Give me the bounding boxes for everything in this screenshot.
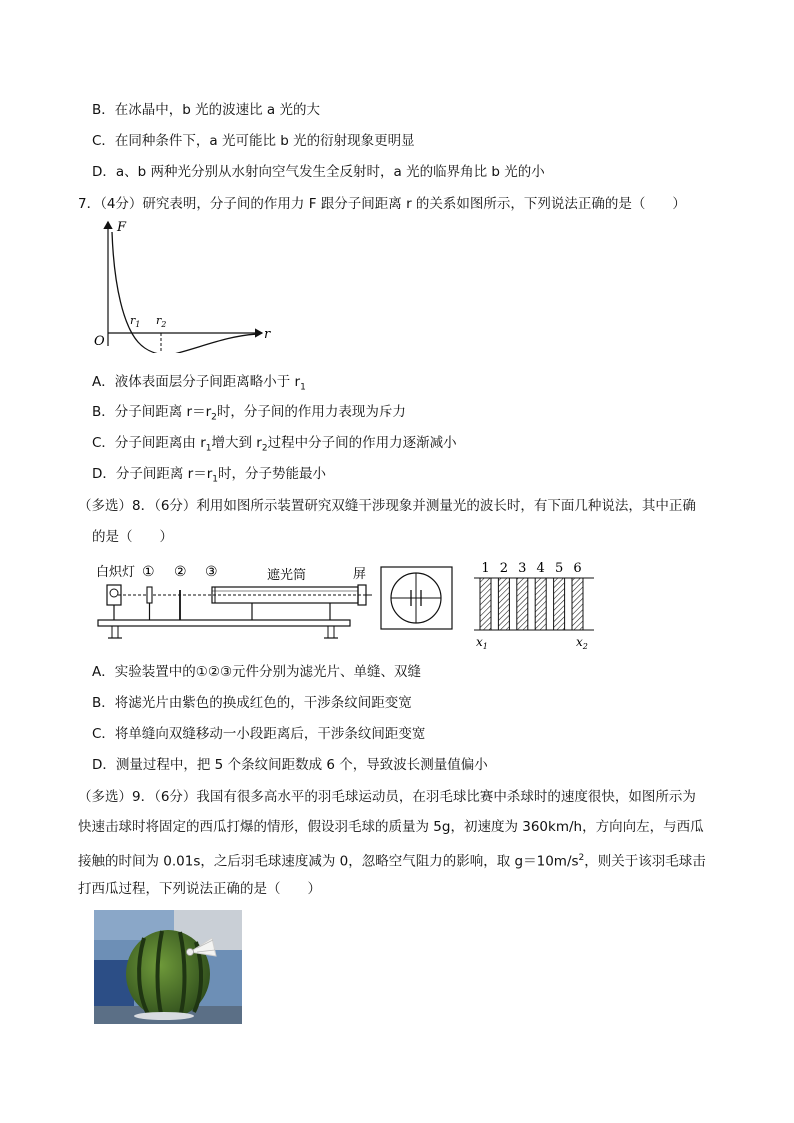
q8-fringe-pattern [472,556,597,650]
q7-label-f: F [117,220,127,235]
q7-label-r1: $r_1$ [130,314,141,329]
q6-option-b: B．在冰晶中，b 光的波速比 a 光的大 [92,102,320,118]
q8-label-lamp: 白炽灯 [96,565,136,580]
q8-fringe-label: 4 [536,561,545,576]
q7-option-c: C．分子间距离由 $r_1$增大到 $r_2$过程中分子间的作用力逐渐减小 [92,435,457,454]
q6-option-d: D．a、b 两种光分别从水射向空气发生全反射时，a 光的临界角比 b 光的小 [92,164,545,180]
q8-option-c: C．将单缝向双缝移动一小段距离后，干涉条纹间距变宽 [92,726,426,742]
q9-stem-line4: 打西瓜过程，下列说法正确的是（ ） [78,881,321,897]
q8-fringe-label: 5 [554,561,564,576]
q7-option-b: B．分子间距离 $r=r_2$时，分子间的作用力表现为斥力 [92,404,406,423]
q8-label-tube: 遮光筒 [267,568,307,583]
q8-fringe-bar [498,578,509,630]
q9-stem-line2: 快速击球时将固定的西瓜打爆的情形，假设羽毛球的质量为 5g，初速度为 360km/h，方向向左，与西瓜 [78,819,704,835]
q7-label-r2: $r_2$ [156,314,167,329]
q8-fringe-bar [517,578,528,630]
q8-double-slit-apparatus [92,558,377,648]
q8-fringe-bar [480,578,491,630]
q6-option-c: C．在同种条件下，a 光可能比 b 光的衍射现象更明显 [92,133,415,149]
q8-label-x1: $x_1$ [476,635,488,650]
q7-option-a: A．液体表面层分子间距离略小于 $r_1$ [92,374,306,393]
q8-element-1 [147,587,152,603]
q7-label-r: r [264,327,271,342]
q8-option-b: B．将滤光片由紫色的换成红色的，干涉条纹间距变宽 [92,695,412,711]
q8-label-c1: ① [142,564,155,580]
q7-stem: 7．（4分）研究表明，分子间的作用力 F 跟分子间距离 r 的关系如图所示，下列说法正确的是（ ） [78,196,686,212]
q8-fringe-label: 1 [481,561,490,576]
q8-option-d: D．测量过程中，把 5 个条纹间距数成 6 个，导致波长测量值偏小 [92,757,488,773]
q8-label-c3: ③ [205,564,218,580]
q8-optical-bench [98,620,350,626]
q8-label-c2: ② [174,564,187,580]
q8-stem-line2: 的是（ ） [92,529,173,545]
q9-stem-line1: （多选）9．（6分）我国有很多高水平的羽毛球运动员，在羽毛球比赛中杀球时的速度很快，如图所示为 [78,789,696,805]
q8-fringe-label: 2 [499,561,509,576]
q8-fringe-bar [554,578,565,630]
q7-force-distance-graph [90,218,290,353]
q8-option-a: A．实验装置中的①②③元件分别为滤光片、单缝、双缝 [92,664,422,680]
q9-stem-line3: 接触的时间为 0.01s，之后羽毛球速度减为 0，忽略空气阻力的影响，取 $g=10m/s^2$，则关于该羽毛球击 [78,853,706,870]
q8-fringe-bar [535,578,546,630]
q8-eyepiece-view [380,566,453,630]
q8-fringe-label: 6 [573,561,582,576]
q8-label-screen: 屏 [353,567,367,582]
q8-stem-line1: （多选）8．（6分）利用如图所示装置研究双缝干涉现象并测量光的波长时，有下面几种说法，其中正确 [78,498,696,514]
q7-option-d: D．分子间距离 $r=r_1$时，分子势能最小 [92,466,327,485]
q8-bulb [110,589,118,597]
q8-fringe-bar [572,578,583,630]
q8-fringe-label: 3 [518,561,527,576]
q9-watermelon-photo [94,910,242,1024]
q8-label-x2: $x_2$ [576,635,588,650]
q7-label-origin: O [94,334,105,349]
q7-force-curve [112,232,258,353]
